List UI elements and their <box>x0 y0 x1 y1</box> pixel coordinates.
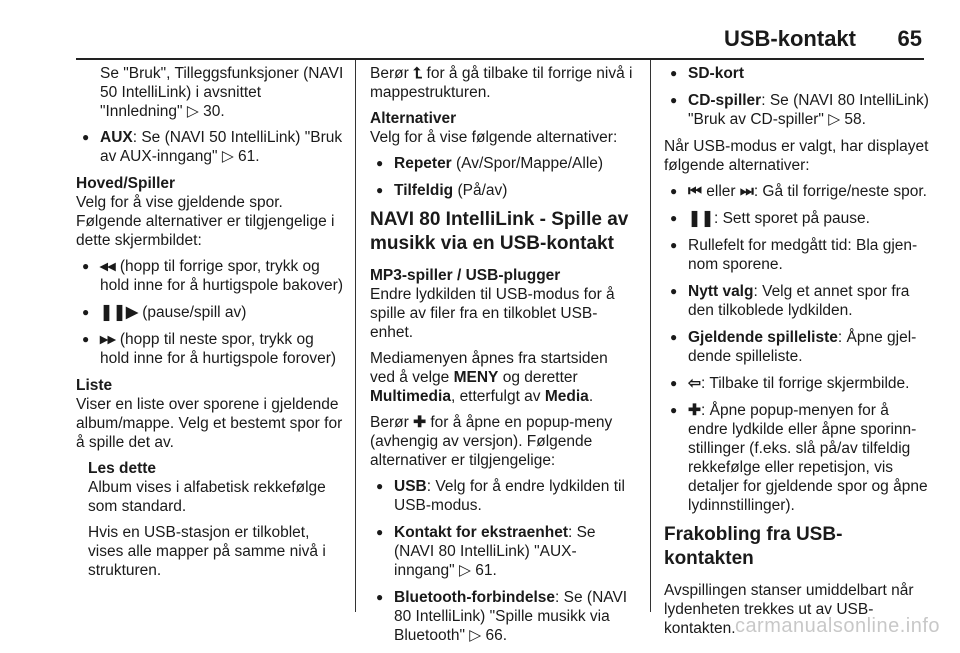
bullet-rewind: ● ◂◂ (hopp til forrige spor, trykk og hold inne for å hurtigspole bakover) <box>76 257 344 295</box>
column-divider-1 <box>355 60 356 612</box>
column-2 <box>370 64 636 653</box>
fast-forward-icon: ▸▸ <box>100 331 116 348</box>
bullet-play-pause: ● ❚❚▶ (pause/spill av) <box>76 303 344 322</box>
note-heading: Les dette <box>88 460 157 477</box>
page-header <box>0 0 960 60</box>
bullet-forward: ● ▸▸ (hopp til neste spor, trykk og hold inne for å hurtigspole forover) <box>76 330 344 368</box>
aux-label: AUX <box>100 129 133 146</box>
bullet-spilleliste: ● Gjeldende spilleliste: Åpne gjeldende spilleliste. <box>664 328 930 366</box>
note-text-1: Album vises i alfabetisk rekkefølge som standard. <box>88 479 326 515</box>
column-3 <box>664 64 930 645</box>
alternativer-heading: Alternativer <box>370 110 457 127</box>
bullet-sd-kort: ● SD-kort <box>664 64 930 83</box>
bullet-nytt-valg: ● Nytt valg: Velg et annet spor fra den tilkoblede lydkilden. <box>664 282 930 320</box>
note-box <box>76 459 344 580</box>
section-heading-navi80: NAVI 80 IntelliLink - Spille av musikk via en USB-kontakt <box>370 209 629 254</box>
bullet-tilfeldig: ● Tilfeldig (På/av) <box>370 181 636 200</box>
bullet-ekstraenhet: ● Kontakt for ekstraenhet: Se (NAVI 80 IntelliLink) "AUX-inngang" ▷ 61. <box>370 523 636 580</box>
bullet-pause: ● ❚❚: Sett sporet på pause. <box>664 209 930 228</box>
skip-next-icon: ⏭ <box>739 183 754 200</box>
alternativer-text: Velg for å vise følgende alternativer: <box>370 129 618 146</box>
page-title: USB-kontakt <box>723 26 856 51</box>
popup-text: Berør ✚ for å åpne en popup-meny (avhengig av versjon). Følgende alternativer er tilgjengelige: <box>370 414 613 469</box>
column-1 <box>76 64 344 587</box>
skip-previous-icon: ⏮ <box>688 183 702 200</box>
back-arrow-icon: ⇦ <box>688 375 701 392</box>
disconnect-text: Avspillingen stanser umiddelbart når lydenheten trekkes ut av USB-kontakten. <box>664 582 914 637</box>
bullet-usb: ● USB: Velg for å endre lydkilden til USB-modus. <box>370 477 636 515</box>
bullet-cd-spiller: ● CD-spiller: Se (NAVI 80 IntelliLink) "Bruk av CD-spiller" ▷ 58. <box>664 91 930 129</box>
intro-text: Se "Bruk", Tilleggsfunksjoner (NAVI 50 IntelliLink) i avsnittet "Innledning" ▷ 30. <box>100 65 344 120</box>
liste-heading: Liste <box>76 377 113 394</box>
hoved-heading: Hoved/Spiller <box>76 175 176 192</box>
bullet-back: ● ⇦: Tilbake til forrige skjermbilde. <box>664 374 930 393</box>
liste-text: Viser en liste over sporene i gjeldende album/mappe. Velg et bestemt spor for å spille det av. <box>76 396 343 451</box>
pause-icon: ❚❚ <box>688 210 714 227</box>
plus-icon: ✚ <box>413 414 427 431</box>
note-text-2: Hvis en USB-stasjon er tilkoblet, vises alle mapper på samme nivå i strukturen. <box>88 524 326 579</box>
header-rule <box>76 58 924 60</box>
plus-icon: ✚ <box>688 402 701 419</box>
mp3-heading: MP3-spiller / USB-plugger <box>370 267 561 284</box>
bullet-bluetooth: ● Bluetooth-forbindelse: Se (NAVI 80 IntelliLink) "Spille musikk via Bluetooth" ▷ 66. <box>370 588 636 645</box>
watermark: carmanualsonline.info <box>734 615 940 637</box>
bullet-repeter: ● Repeter (Av/Spor/Mappe/Alle) <box>370 154 636 173</box>
bullet-prev-next: ● ⏮ eller ⏭: Gå til forrige/neste spor. <box>664 182 930 201</box>
menu-text: Mediamenyen åpnes fra startsiden ved å velge MENY og deretter Multimedia, etterfulgt av Media. <box>370 350 608 405</box>
bullet-plus: ● ✚: Åpne popup-menyen for å endre lydkilde eller åpne sporinnstillinger (f.eks. slå på/av tilfeldig rekkefølge eller repetisjon, vis detaljer for gjeldende spor og åpne lydinnstillinger). <box>664 401 930 515</box>
play-pause-icon: ❚❚▶ <box>100 304 138 321</box>
usb-mode-text: Når USB-modus er valgt, har displayet følgende alternativer: <box>664 138 929 174</box>
back-level-icon: ⮤ <box>413 65 423 82</box>
hoved-text: Velg for å vise gjeldende spor. Følgende alternativer er tilgjengelige i dette skjermbildet: <box>76 194 335 249</box>
column-divider-2 <box>650 60 651 612</box>
section-heading-frakobling: Frakobling fra USB-kontakten <box>664 524 843 569</box>
rewind-icon: ◂◂ <box>100 258 116 275</box>
bullet-rullefelt: ● Rullefelt for medgått tid: Bla gjennom sporene. <box>664 236 930 274</box>
page-number: 65 <box>897 26 922 51</box>
bullet-aux: ● AUX: Se (NAVI 50 IntelliLink) "Bruk av AUX-inngang" ▷ 61. <box>76 128 344 166</box>
back-instruction: Berør ⮤ for å gå tilbake til forrige nivå i mappestrukturen. <box>370 65 633 101</box>
mp3-text: Endre lydkilden til USB-modus for å spille av filer fra en tilkoblet USB-enhet. <box>370 286 615 341</box>
